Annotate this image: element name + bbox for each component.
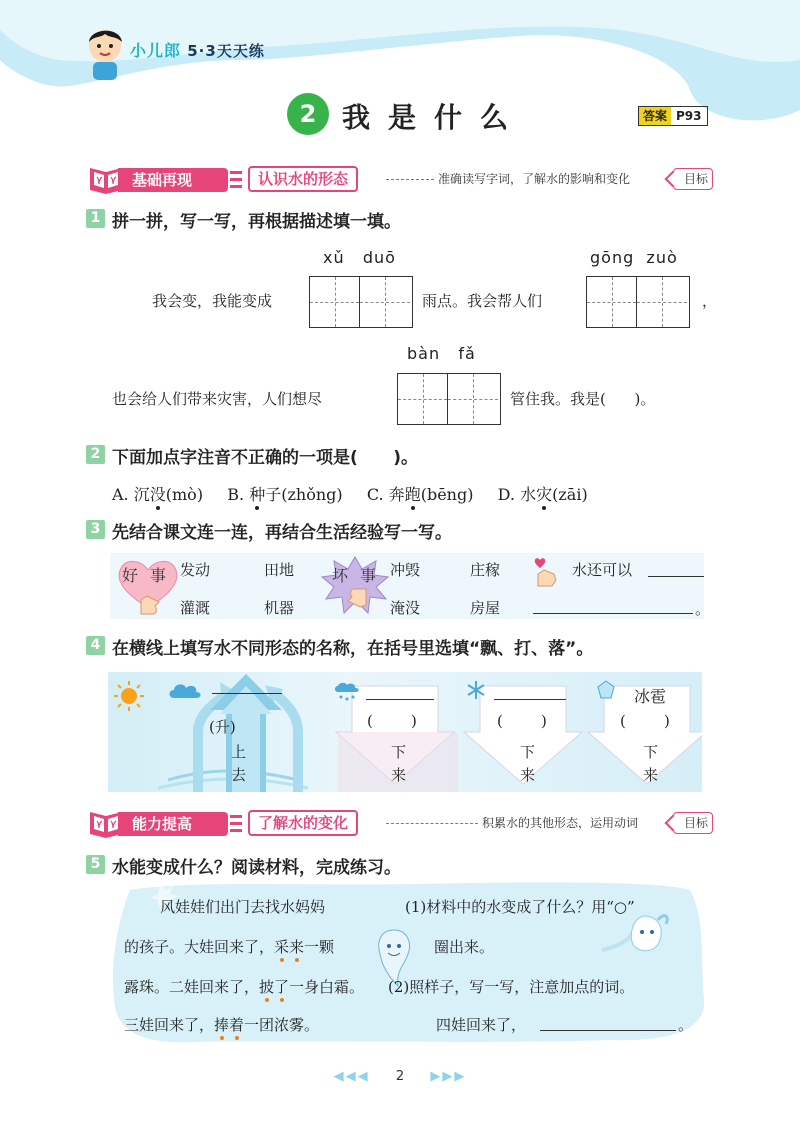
q1-line2-part2: 管住我。我是( )。 (510, 390, 656, 408)
story-line-4: 三娃回来了，捧着一团浓雾。 (124, 1016, 320, 1034)
question-2-text: 下面加点字注音不正确的一项是( )。 (112, 448, 419, 468)
option-d[interactable]: D. 水灾(zāi) (497, 485, 588, 504)
task-2-answer-line[interactable] (540, 1013, 676, 1031)
form1-paren: (升) (209, 718, 236, 736)
section-label: 能力提高 (118, 812, 228, 836)
form2-down-2: 来 (391, 766, 407, 784)
form2-down-1: 下 (391, 743, 407, 761)
form4-down-1: 下 (643, 743, 659, 761)
section-goal: 积累水的其他形态，运用动词 (482, 816, 639, 830)
bad-label-1: 坏 (332, 566, 349, 585)
q1-line2-part1: 也会给人们带来灾害，人们想尽 (112, 390, 323, 408)
goal-tag: 目标 (673, 168, 713, 190)
page-footer (0, 1069, 800, 1084)
goal-tag: 目标 (673, 812, 713, 834)
brand-series: 5·3天天练 (187, 42, 265, 60)
q3-col2-item2[interactable]: 机器 (264, 599, 295, 617)
question-number-1: 1 (86, 209, 105, 228)
rain-cloud-icon (334, 682, 360, 702)
q1-line1-comma: ， (702, 292, 718, 310)
pinyin-xuduo: xǔ duō (323, 248, 396, 267)
section-subtitle: 了解水的变化 (248, 810, 358, 836)
story-line-3: 露珠。二娃回来了，披了一身白霜。 (124, 978, 365, 996)
q3-col3-item2[interactable]: 淹没 (390, 599, 421, 617)
question-1-text: 拼一拼，写一写，再根据描述填一填。 (112, 212, 401, 232)
page-number: 2 (395, 1069, 405, 1084)
story-line-1: 风娃娃们出门去找水妈妈 (160, 898, 326, 916)
section-separator-icon (228, 812, 246, 836)
writing-box-xuduo[interactable] (309, 276, 413, 328)
section-label: 基础再现 (118, 168, 228, 192)
snowflake-icon (466, 680, 486, 700)
pinyin-banfa: bàn fǎ (407, 344, 476, 363)
mascot-logo (80, 22, 130, 82)
section-subtitle: 认识水的形态 (248, 166, 358, 192)
question-5-text: 水能变成什么？阅读材料，完成练习。 (112, 858, 401, 878)
story-line-2: 的孩子。大娃回来了，采来一颗 (124, 938, 335, 956)
bad-label-2: 事 (360, 566, 377, 585)
section-banner-basic (88, 164, 713, 194)
q3-col2-item1[interactable]: 田地 (264, 561, 295, 579)
brand-name: 小儿郎 (130, 41, 182, 60)
hail-crystal-icon (596, 680, 616, 700)
lesson-number-badge: 2 (287, 93, 329, 135)
q1-line1-part2: 雨点。我会帮人们 (422, 292, 543, 310)
section-banner-advanced (88, 808, 713, 838)
form2-paren[interactable]: ( ) (367, 712, 417, 730)
question-number-4: 4 (86, 636, 105, 655)
brand-title (130, 38, 265, 61)
form1-verb-2: 去 (231, 766, 247, 784)
answer-label: 答案 (639, 107, 671, 125)
finger-heart-icon (530, 556, 564, 590)
q3-write-end: 。 (695, 600, 711, 618)
q3-col4-item2[interactable]: 房屋 (470, 599, 501, 617)
form-blank-1[interactable] (212, 692, 282, 694)
section-goal: 准确读写字词，了解水的影响和变化 (438, 172, 631, 186)
water-drop-ghost-icon (600, 910, 670, 960)
task-2-prompt: 四娃回来了， (436, 1016, 527, 1034)
cloud-icon (168, 682, 202, 700)
form-blank-2[interactable] (366, 684, 434, 700)
task-1-line-1: (1)材料中的水变成了什么？用“○” (405, 898, 635, 916)
task-2-instruction: (2)照样子，写一写，注意加点的词。 (388, 978, 635, 996)
answer-page: P93 (676, 109, 702, 123)
form1-verb-1: 上 (231, 743, 247, 761)
lesson-title: 我是什么 (342, 101, 527, 134)
task-1-line-2: 圈出来。 (434, 938, 495, 956)
section-dotted-line (386, 823, 478, 824)
q3-write-line-2[interactable] (533, 598, 693, 614)
q3-write-prompt: 水还可以 (572, 561, 633, 579)
q2-options (112, 482, 588, 505)
good-label-2: 事 (150, 566, 167, 585)
pinyin-gongzuo: gōng zuò (590, 248, 678, 267)
option-b[interactable]: B. 种子(zhǒng) (227, 485, 343, 504)
task-2-end: 。 (678, 1016, 694, 1034)
page-arrows-left: ◀◀◀ (333, 1069, 370, 1084)
section-dotted-line (386, 179, 434, 180)
question-number-5: 5 (86, 855, 105, 874)
q1-line1-part1: 我会变，我能变成 (152, 292, 273, 310)
form4-hail: 冰雹 (634, 687, 667, 706)
bad-burst-icon (320, 555, 390, 617)
question-4-text: 在横线上填写水不同形态的名称，在括号里选填“飘、打、落”。 (112, 639, 594, 659)
page-arrows-right: ▶▶▶ (430, 1069, 467, 1084)
form4-paren[interactable]: ( ) (620, 712, 670, 730)
form4-down-2: 来 (643, 766, 659, 784)
question-number-2: 2 (86, 445, 105, 464)
section-separator-icon (228, 168, 246, 192)
form3-down-1: 下 (520, 743, 536, 761)
writing-box-gongzuo[interactable] (586, 276, 690, 328)
question-number-3: 3 (86, 520, 105, 539)
q3-col1-item1[interactable]: 发动 (180, 561, 211, 579)
option-a[interactable]: A. 沉没(mò) (112, 485, 204, 504)
good-label-1: 好 (122, 566, 139, 585)
sun-icon (113, 680, 145, 712)
form-blank-3[interactable] (494, 684, 566, 700)
q3-col1-item2[interactable]: 灌溉 (180, 599, 211, 617)
question-3-text: 先结合课文连一连，再结合生活经验写一写。 (112, 523, 452, 543)
q3-write-line-1[interactable] (648, 561, 704, 577)
form3-paren[interactable]: ( ) (497, 712, 547, 730)
form3-down-2: 来 (520, 766, 536, 784)
answer-reference (638, 106, 708, 126)
q3-col3-item1[interactable]: 冲毁 (390, 561, 421, 579)
writing-box-banfa[interactable] (397, 373, 501, 425)
option-c[interactable]: C. 奔跑(bēng) (366, 485, 474, 504)
q3-col4-item1[interactable]: 庄稼 (470, 561, 501, 579)
